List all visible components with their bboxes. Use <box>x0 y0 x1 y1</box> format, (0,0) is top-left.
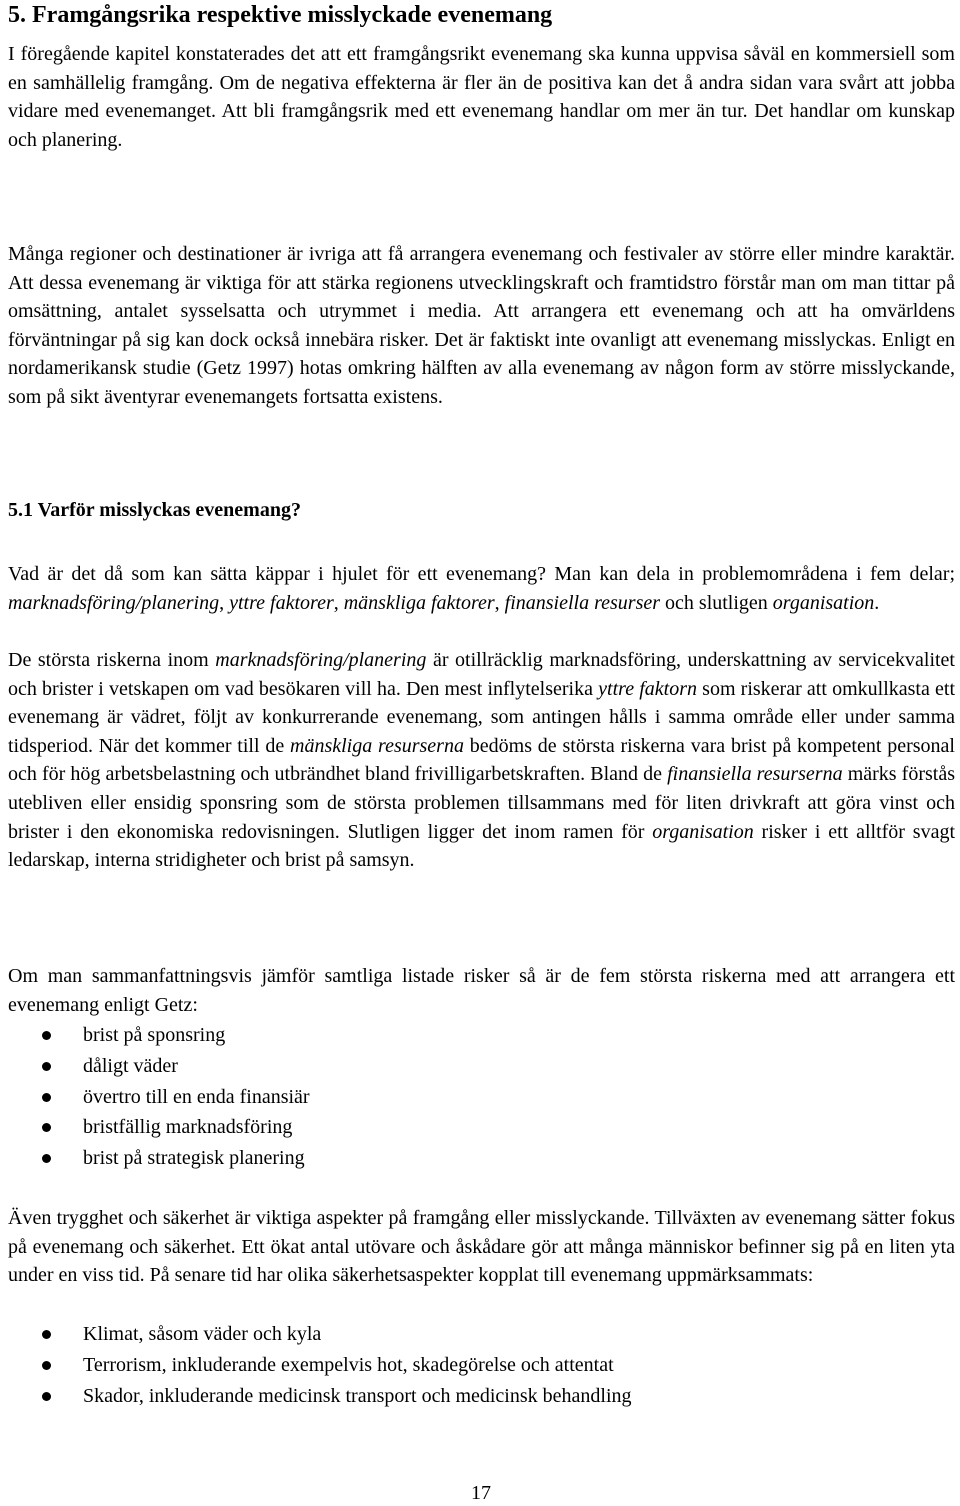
chapter-heading: 5. Framgångsrika respektive misslyckade evenemang <box>8 2 553 28</box>
bullet-icon <box>42 1062 51 1071</box>
list-item: brist på strategisk planering <box>8 1143 310 1174</box>
paragraph-risks-detail: De största riskerna inom marknadsföring/planering är otillräcklig marknadsföring, underskattning av servicekvalitet och brister i vetskapen om vad besökaren vill ha. Den mest inflytelserika yttre faktorn som riskerar att omkullkasta ett evenemang är vädret, följt av konkurrerande evenemang, som antingen hålls i samma område eller under samma tidsperiod. När det kommer till de mänskliga resurserna bedöms de största riskerna vara brist på kompetent personal och för hög arbetsbelastning och utbrändhet bland frivilligarbetskraften. Bland de finansiella resurserna märks förstås utebliven eller ensidig sponsring som de största problemen tillsammans med för liten drivkraft att göra vinst och brister i den ekonomiska redovisningen. Slutligen ligger det inom ramen för organisation risker i ett alltför svagt ledarskap, interna stridigheter och brist på samsyn. <box>8 649 956 872</box>
bullet-icon <box>42 1330 51 1339</box>
list-item: dåligt väder <box>8 1051 310 1082</box>
safety-list <box>8 1319 632 1411</box>
list-item: Skador, inkluderande medicinsk transport och medicinsk behandling <box>8 1381 632 1412</box>
paragraph-safety: Även trygghet och säkerhet är viktiga aspekter på framgång eller misslyckande. Tillväxten av evenemang sätter fokus på evenemang och säkerhet. Ett ökat antal utövare och åskådare gör att många människor befinner sig på en liten yta under en viss tid. På senare tid har olika säkerhetsaspekter kopplat till evenemang uppmärksammats: <box>8 1207 955 1287</box>
list-item: Klimat, såsom väder och kyla <box>8 1319 632 1350</box>
bullet-icon <box>42 1392 51 1401</box>
bullet-icon <box>42 1154 51 1163</box>
bullet-icon <box>42 1031 51 1040</box>
page-number: 17 <box>471 1482 491 1504</box>
list-item: bristfällig marknadsföring <box>8 1112 310 1143</box>
section-heading: 5.1 Varför misslyckas evenemang? <box>8 499 301 521</box>
list-item: Terrorism, inkluderande exempelvis hot, skadegörelse och attentat <box>8 1350 632 1381</box>
paragraph-regions: Många regioner och destinationer är ivriga att få arrangera evenemang och festivaler av större eller mindre karaktär. Att dessa evenemang är viktiga för att stärka regionens utvecklingskraft och framtidstro förstår man om man tittar på omsättning, antalet sysselsatta och utrymmet i media. Att arrangera ett evenemang och att ha omvärldens förväntningar på sig kan dock också innebära risker. Det är faktiskt inte ovanligt att evenemang misslyckas. Enligt en nordamerikansk studie (Getz 1997) hotas omkring hälften av alla evenemang av någon form av större misslyckande, som på sikt äventyrar evenemangets fortsatta existens. <box>8 243 955 408</box>
bullet-icon <box>42 1361 51 1370</box>
bullet-icon <box>42 1093 51 1102</box>
paragraph-problem-areas: Vad är det då som kan sätta käppar i hjulet för ett evenemang? Man kan dela in problemområdena i fem delar; marknadsföring/planering, yttre faktorer, mänskliga faktorer, finansiella resurser och slutligen organisation. <box>8 563 955 614</box>
paragraph-summary: Om man sammanfattningsvis jämför samtliga listade risker så är de fem största riskerna med att arrangera ett evenemang enligt Getz: <box>8 965 955 1016</box>
paragraph-intro: I föregående kapitel konstaterades det att ett framgångsrikt evenemang ska kunna uppvisa såväl en kommersiell som en samhällelig framgång. Om de negativa effekterna är fler än de positiva kan det å andra sidan vara svårt att jobba vidare med evenemanget. Att bli framgångsrik med ett evenemang handlar om mer än tur. Det handlar om kunskap och planering. <box>8 43 955 151</box>
risk-list <box>8 1020 310 1174</box>
bullet-icon <box>42 1123 51 1132</box>
list-item: övertro till en enda finansiär <box>8 1082 310 1113</box>
list-item: brist på sponsring <box>8 1020 310 1051</box>
